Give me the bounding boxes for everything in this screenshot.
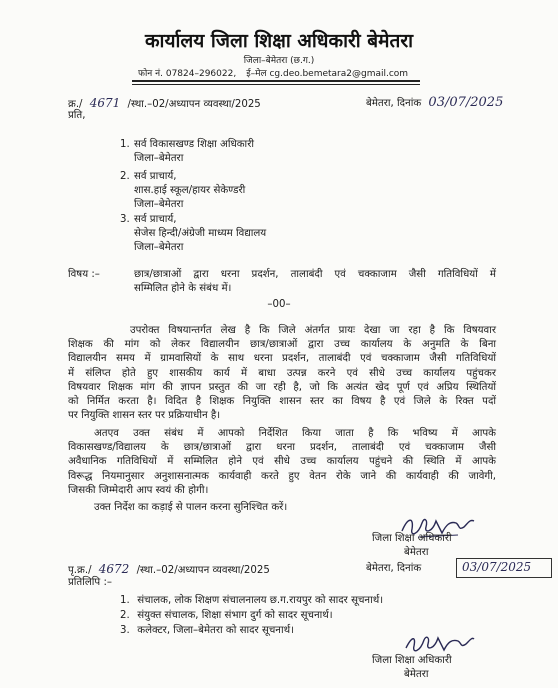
signature-2-place: बेमेतरा — [404, 669, 429, 680]
signature-2-scribble — [402, 632, 476, 656]
signature-2-designation: जिला शिक्षा अधिकारी — [372, 655, 452, 666]
copy-to-label: प्रतिलिपि :– — [68, 577, 112, 588]
recipient-3: 3. सर्व प्राचार्य, सेजेस हिन्दी/अंग्रेजी माध्यम विद्यालय जिला–बेमेतरा — [120, 214, 267, 253]
body-paragraph-1: उपरोक्त विषयान्तर्गत लेख है कि जिले अंतर्गत प्रायः देखा जा रहा है कि विषयवार शिक्षक की मांग को लेकर विद्यालयीन छात्र/छात्राओं द्वारा उच्च कार्यालय के अनुमति के बिना विद्यालयीन समय में ग्रामवासियों के साथ धरना प्रदर्शन, तालाबंदी एवं चक्काजाम जैसी गतिविधियों में संलिप्त होते हुए शासकीय कार्य में बाधा उत्पन्न करने एवं सीधे उच्च कार्यालय पहुंचकर विषयवार शिक्षक मांग की ज्ञापन प्रस्तुत की जा रही है, जो कि अत्यंत खेद पूर्ण एवं अप्रिय स्थितियों को निर्मित करता है। विदित है शिक्षक नियुक्ति शासन स्तर का विषय है एवं जिले के रिक्त पदों पर नियुक्ति शासन स्तर पर प्रक्रियाधीन है। — [68, 325, 496, 422]
body-paragraph-2: अतएव उक्त संबंध में आपको निर्देशित किया जाता है कि भविष्य में आपके विकासखण्ड/विद्यालय के छात्र/छात्राओं द्वारा धरना प्रदर्शन, तालाबंदी एवं चक्काजाम जैसी अवैधानिक गतिविधियों में सम्मिलित होने एवं सीधे उच्च कार्यालय पहुंचने की स्थिति में आपके विरूद्ध नियमानुसार अनुशासनात्मक कार्यवाही करते हुए वेतन रोके जाने की कार्यवाही की जावेगी, जिसकी जिम्मेदारी आप स्वयं की होगी। — [68, 428, 496, 496]
header-rule — [132, 80, 420, 82]
recipient-2: 2. सर्व प्राचार्य, शास.हाई स्कूल/हायर सेकेण्डरी जिला–बेमेतरा — [120, 171, 246, 210]
body-paragraph-3: उक्त निर्देश का कड़ाई से पालन करना सुनिश्चित करें। — [94, 502, 288, 513]
subject-label: विषय :– — [68, 269, 100, 280]
recipient-1: 1. सर्व विकासखण्ड शिक्षा अधिकारी जिला–बेमेतरा — [120, 139, 255, 164]
prati-label: प्रति, — [68, 110, 86, 121]
contact-line — [138, 66, 408, 79]
subject-text: छात्र/छात्राओं द्वारा धरना प्रदर्शन, तालाबंदी एवं चक्काजाम जैसी गतिविधियों में सम्मिलित होने के संबंध में। — [134, 269, 496, 294]
endorsement-date-handwritten: 03/07/2025 — [462, 560, 532, 574]
signature-1-place: बेमेतरा — [404, 547, 429, 558]
letter-date: बेमेतरा, दिनांक 03/07/2025 — [366, 95, 504, 110]
endorsement-date: बेमेतरा, दिनांक — [366, 563, 422, 574]
header-rule-thin — [132, 84, 420, 85]
phone-number: फोन नं. 07824–296022, — [138, 69, 237, 79]
endorsement-number-handwritten: 4672 — [98, 562, 130, 576]
copy-item-1: 1. संचालक, लोक शिक्षण संचालनालय छ.ग.रायपुर को सादर सूचनार्थ। — [120, 595, 384, 606]
endorsement-number: पृ.क्र./ 4672 /स्था.–02/अध्यापन व्यवस्था/2025 — [68, 562, 270, 576]
copy-item-3: 3. कलेक्टर, जिला–बेमेतरा को सादर सूचनार्थ। — [120, 625, 294, 636]
signature-1-designation: जिला शिक्षा अधिकारी — [372, 533, 452, 544]
reference-number-handwritten: 4671 — [89, 96, 121, 110]
reference-number: क्र./ 4671 /स्था.–02/अध्यापन व्यवस्था/2025 — [68, 96, 261, 110]
letter-date-handwritten: 03/07/2025 — [428, 95, 504, 110]
district-line: जिला–बेमेतरा (छ.ग.) — [243, 56, 315, 66]
office-title: कार्यालय जिला शिक्षा अधिकारी बेमेतरा — [144, 30, 414, 52]
email-address: ई–मेल cg.deo.bemetara2@gmail.com — [246, 69, 409, 79]
subject-separator: –00– — [267, 299, 291, 310]
copy-item-2: 2. संयुक्त संचालक, शिक्षा संभाग दुर्ग को सादर सूचनार्थ। — [120, 610, 333, 621]
